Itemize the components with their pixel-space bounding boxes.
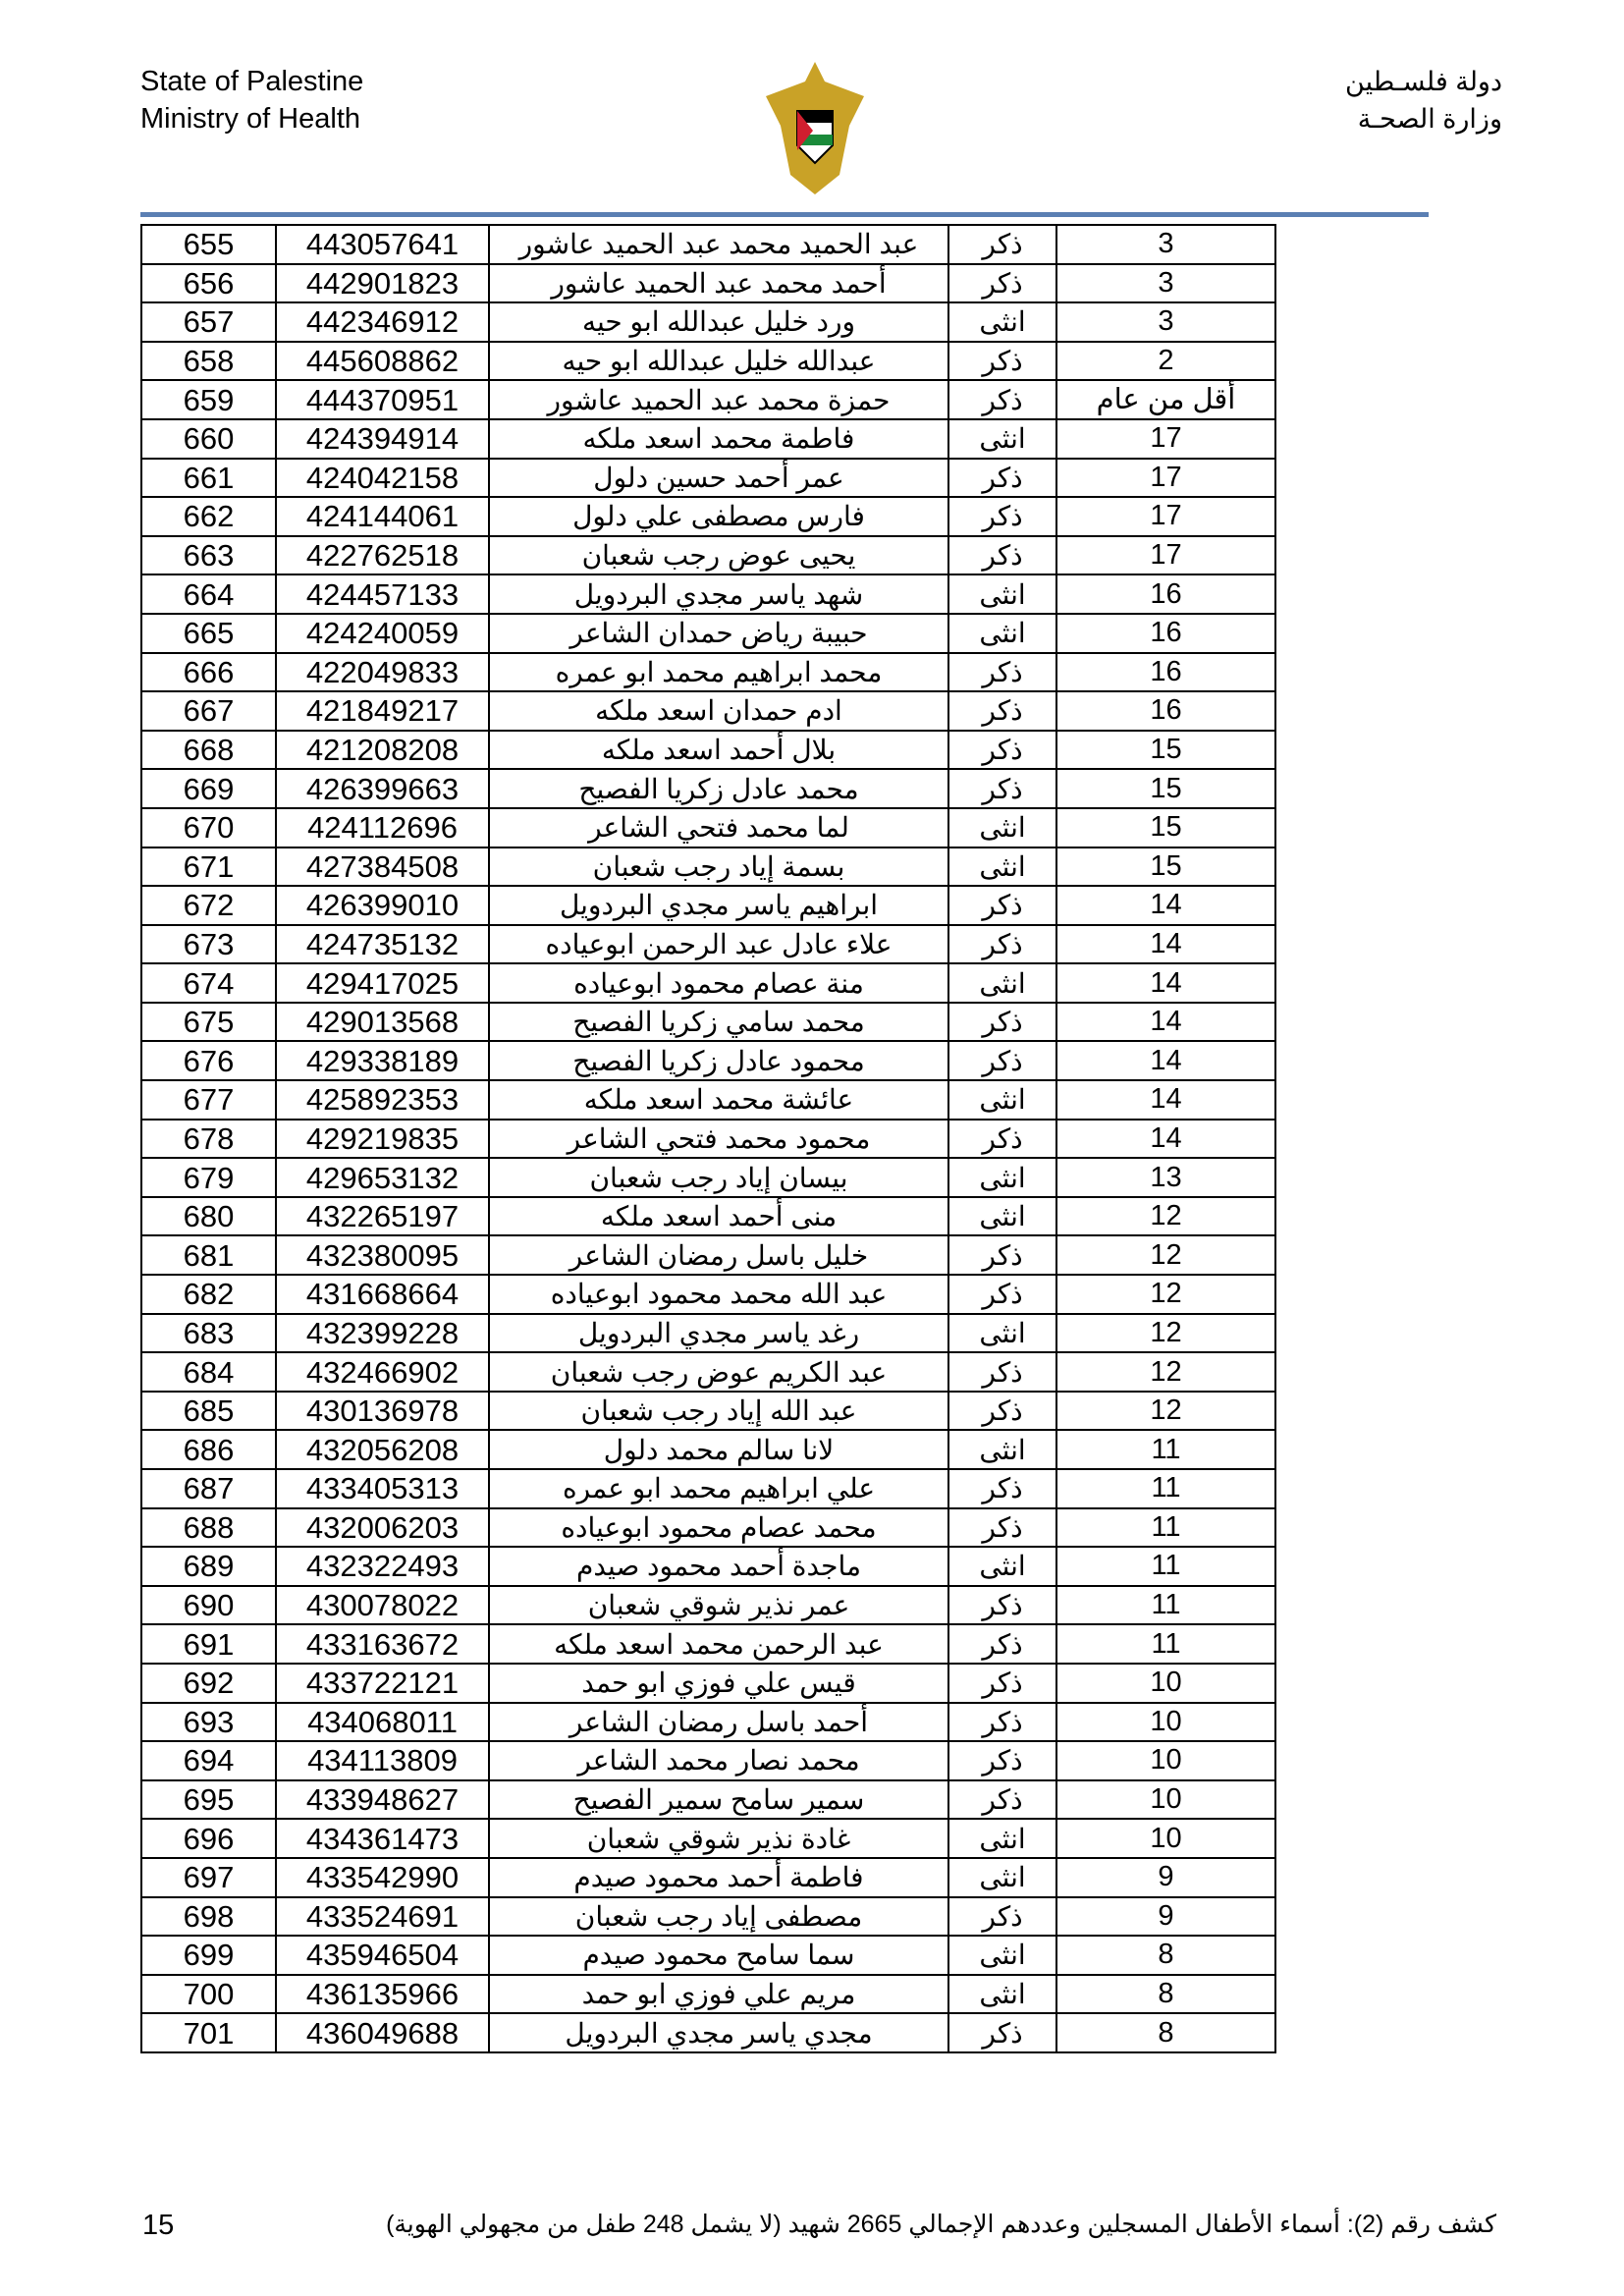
- name-cell: لما محمد فتحي الشاعر: [489, 808, 948, 847]
- name-cell: ورد خليل عبدالله ابو حيه: [489, 302, 948, 342]
- name-cell: لانا سالم محمد دلول: [489, 1430, 948, 1469]
- id-number-cell: 429653132: [276, 1158, 489, 1197]
- name-cell: منة عصام محمود ابوعياده: [489, 963, 948, 1003]
- id-number-cell: 422762518: [276, 536, 489, 575]
- age-cell: 11: [1056, 1586, 1275, 1625]
- id-number-cell: 424240059: [276, 614, 489, 653]
- name-cell: عبدالله خليل عبدالله ابو حيه: [489, 342, 948, 381]
- table-row: [141, 1469, 1275, 1508]
- name-cell: عبد الكريم عوض رجب شعبان: [489, 1352, 948, 1392]
- table-row: [141, 1003, 1275, 1042]
- gender-cell: انثى: [948, 1430, 1056, 1469]
- name-cell: فاطمة أحمد محمود صيدم: [489, 1858, 948, 1897]
- serial-cell: 691: [141, 1624, 276, 1664]
- id-number-cell: 430078022: [276, 1586, 489, 1625]
- gender-cell: ذكر: [948, 497, 1056, 536]
- id-number-cell: 421208208: [276, 731, 489, 770]
- age-cell: 12: [1056, 1197, 1275, 1236]
- age-cell: 11: [1056, 1547, 1275, 1586]
- table-row: [141, 614, 1275, 653]
- table-row: [141, 1780, 1275, 1820]
- table-row: [141, 1664, 1275, 1703]
- gender-cell: ذكر: [948, 1275, 1056, 1314]
- id-number-cell: 424144061: [276, 497, 489, 536]
- serial-cell: 675: [141, 1003, 276, 1042]
- gender-cell: ذكر: [948, 459, 1056, 498]
- age-cell: 15: [1056, 808, 1275, 847]
- ministry-name-ar: وزارة الصحـة: [1357, 104, 1502, 134]
- name-cell: قيس علي فوزي ابو حمد: [489, 1664, 948, 1703]
- age-cell: 3: [1056, 264, 1275, 303]
- gender-cell: ذكر: [948, 1003, 1056, 1042]
- name-cell: فارس مصطفى علي دلول: [489, 497, 948, 536]
- table-row: [141, 1080, 1275, 1120]
- table-row: [141, 1624, 1275, 1664]
- gender-cell: انثى: [948, 1819, 1056, 1858]
- table-row: [141, 1547, 1275, 1586]
- table-row: [141, 1314, 1275, 1353]
- table-row: [141, 380, 1275, 419]
- age-cell: 10: [1056, 1664, 1275, 1703]
- gender-cell: انثى: [948, 1547, 1056, 1586]
- id-number-cell: 435946504: [276, 1936, 489, 1975]
- age-cell: 15: [1056, 847, 1275, 887]
- gender-cell: ذكر: [948, 536, 1056, 575]
- serial-cell: 696: [141, 1819, 276, 1858]
- serial-cell: 681: [141, 1235, 276, 1275]
- name-cell: عبد الله إياد رجب شعبان: [489, 1392, 948, 1431]
- id-number-cell: 421849217: [276, 691, 489, 731]
- gender-cell: ذكر: [948, 691, 1056, 731]
- serial-cell: 663: [141, 536, 276, 575]
- age-cell: 11: [1056, 1469, 1275, 1508]
- name-cell: محمد عصام محمود ابوعياده: [489, 1508, 948, 1548]
- age-cell: 16: [1056, 614, 1275, 653]
- table-row: [141, 497, 1275, 536]
- age-cell: 14: [1056, 1120, 1275, 1159]
- name-cell: عبد الله محمد محمود ابوعياده: [489, 1275, 948, 1314]
- serial-cell: 656: [141, 264, 276, 303]
- serial-cell: 680: [141, 1197, 276, 1236]
- id-number-cell: 424735132: [276, 925, 489, 964]
- gender-cell: انثى: [948, 574, 1056, 614]
- name-cell: حبيبة رياض حمدان الشاعر: [489, 614, 948, 653]
- id-number-cell: 433542990: [276, 1858, 489, 1897]
- serial-cell: 683: [141, 1314, 276, 1353]
- id-number-cell: 445608862: [276, 342, 489, 381]
- serial-cell: 671: [141, 847, 276, 887]
- name-cell: بسمة إياد رجب شعبان: [489, 847, 948, 887]
- age-cell: 3: [1056, 302, 1275, 342]
- gender-cell: ذكر: [948, 2013, 1056, 2052]
- name-cell: عبد الحميد محمد عبد الحميد عاشور: [489, 225, 948, 264]
- gender-cell: ذكر: [948, 225, 1056, 264]
- gender-cell: ذكر: [948, 925, 1056, 964]
- age-cell: 9: [1056, 1858, 1275, 1897]
- id-number-cell: 425892353: [276, 1080, 489, 1120]
- age-cell: 16: [1056, 691, 1275, 731]
- serial-cell: 697: [141, 1858, 276, 1897]
- serial-cell: 701: [141, 2013, 276, 2052]
- table-row: [141, 963, 1275, 1003]
- table-row: [141, 419, 1275, 459]
- serial-cell: 679: [141, 1158, 276, 1197]
- age-cell: 12: [1056, 1235, 1275, 1275]
- serial-cell: 670: [141, 808, 276, 847]
- table-row: [141, 1897, 1275, 1937]
- id-number-cell: 432056208: [276, 1430, 489, 1469]
- age-cell: 14: [1056, 1080, 1275, 1120]
- name-cell: علي ابراهيم محمد ابو عمره: [489, 1469, 948, 1508]
- serial-cell: 688: [141, 1508, 276, 1548]
- name-cell: غادة نذير شوقي شعبان: [489, 1819, 948, 1858]
- serial-cell: 662: [141, 497, 276, 536]
- serial-cell: 658: [141, 342, 276, 381]
- country-name-ar: دولة فلسـطين: [1345, 67, 1502, 96]
- name-cell: حمزة محمد عبد الحميد عاشور: [489, 380, 948, 419]
- table-row: [141, 1197, 1275, 1236]
- id-number-cell: 426399663: [276, 769, 489, 808]
- serial-cell: 685: [141, 1392, 276, 1431]
- header-left: [140, 63, 363, 137]
- serial-cell: 673: [141, 925, 276, 964]
- table-row: [141, 264, 1275, 303]
- age-cell: 3: [1056, 225, 1275, 264]
- name-cell: محمد نصار محمد الشاعر: [489, 1741, 948, 1780]
- table-row: [141, 1235, 1275, 1275]
- gender-cell: انثى: [948, 1314, 1056, 1353]
- table-row: [141, 1158, 1275, 1197]
- age-cell: 8: [1056, 1975, 1275, 2014]
- gender-cell: انثى: [948, 808, 1056, 847]
- id-number-cell: 429013568: [276, 1003, 489, 1042]
- name-cell: مجدي ياسر مجدي البردويل: [489, 2013, 948, 2052]
- serial-cell: 676: [141, 1041, 276, 1080]
- id-number-cell: 442901823: [276, 264, 489, 303]
- serial-cell: 674: [141, 963, 276, 1003]
- age-cell: 12: [1056, 1352, 1275, 1392]
- age-cell: 17: [1056, 497, 1275, 536]
- name-cell: ابراهيم ياسر مجدي البردويل: [489, 886, 948, 925]
- age-cell: 10: [1056, 1741, 1275, 1780]
- age-cell: 12: [1056, 1314, 1275, 1353]
- age-cell: 10: [1056, 1703, 1275, 1742]
- table-row: [141, 1430, 1275, 1469]
- age-cell: 11: [1056, 1430, 1275, 1469]
- id-number-cell: 424457133: [276, 574, 489, 614]
- gender-cell: ذكر: [948, 264, 1056, 303]
- age-cell: 10: [1056, 1780, 1275, 1820]
- table-row: [141, 691, 1275, 731]
- victims-table: [140, 224, 1276, 2053]
- age-cell: 12: [1056, 1275, 1275, 1314]
- id-number-cell: 429338189: [276, 1041, 489, 1080]
- gender-cell: ذكر: [948, 380, 1056, 419]
- serial-cell: 678: [141, 1120, 276, 1159]
- serial-cell: 692: [141, 1664, 276, 1703]
- gender-cell: ذكر: [948, 342, 1056, 381]
- age-cell: 14: [1056, 925, 1275, 964]
- gender-cell: انثى: [948, 963, 1056, 1003]
- serial-cell: 700: [141, 1975, 276, 2014]
- id-number-cell: 436049688: [276, 2013, 489, 2052]
- name-cell: أحمد محمد عبد الحميد عاشور: [489, 264, 948, 303]
- age-cell: 11: [1056, 1508, 1275, 1548]
- id-number-cell: 429417025: [276, 963, 489, 1003]
- gender-cell: ذكر: [948, 731, 1056, 770]
- age-cell: 12: [1056, 1392, 1275, 1431]
- name-cell: أحمد باسل رمضان الشاعر: [489, 1703, 948, 1742]
- id-number-cell: 443057641: [276, 225, 489, 264]
- id-number-cell: 432466902: [276, 1352, 489, 1392]
- serial-cell: 660: [141, 419, 276, 459]
- table-row: [141, 1120, 1275, 1159]
- age-cell: 13: [1056, 1158, 1275, 1197]
- gender-cell: انثى: [948, 1158, 1056, 1197]
- id-number-cell: 433524691: [276, 1897, 489, 1937]
- gender-cell: ذكر: [948, 1741, 1056, 1780]
- name-cell: محمد عادل زكريا الفصيح: [489, 769, 948, 808]
- id-number-cell: 424112696: [276, 808, 489, 847]
- table-row: [141, 225, 1275, 264]
- name-cell: فاطمة محمد اسعد ملكه: [489, 419, 948, 459]
- id-number-cell: 436135966: [276, 1975, 489, 2014]
- gender-cell: ذكر: [948, 1469, 1056, 1508]
- eagle-emblem-icon: [756, 57, 874, 204]
- serial-cell: 693: [141, 1703, 276, 1742]
- serial-cell: 699: [141, 1936, 276, 1975]
- table-row: [141, 459, 1275, 498]
- id-number-cell: 432322493: [276, 1547, 489, 1586]
- age-cell: 17: [1056, 536, 1275, 575]
- name-cell: محمود عادل زكريا الفصيح: [489, 1041, 948, 1080]
- id-number-cell: 432399228: [276, 1314, 489, 1353]
- gender-cell: انثى: [948, 1936, 1056, 1975]
- table-row: [141, 1392, 1275, 1431]
- gender-cell: ذكر: [948, 886, 1056, 925]
- name-cell: عمر أحمد حسين دلول: [489, 459, 948, 498]
- age-cell: 14: [1056, 1041, 1275, 1080]
- serial-cell: 690: [141, 1586, 276, 1625]
- name-cell: علاء عادل عبد الرحمن ابوعياده: [489, 925, 948, 964]
- serial-cell: 664: [141, 574, 276, 614]
- serial-cell: 655: [141, 225, 276, 264]
- gender-cell: انثى: [948, 847, 1056, 887]
- gender-cell: ذكر: [948, 1508, 1056, 1548]
- id-number-cell: 444370951: [276, 380, 489, 419]
- gender-cell: انثى: [948, 1080, 1056, 1120]
- age-cell: 11: [1056, 1624, 1275, 1664]
- name-cell: منى أحمد اسعد ملكه: [489, 1197, 948, 1236]
- age-cell: 15: [1056, 731, 1275, 770]
- serial-cell: 668: [141, 731, 276, 770]
- id-number-cell: 442346912: [276, 302, 489, 342]
- serial-cell: 686: [141, 1430, 276, 1469]
- serial-cell: 672: [141, 886, 276, 925]
- id-number-cell: 430136978: [276, 1392, 489, 1431]
- table-row: [141, 847, 1275, 887]
- age-cell: أقل من عام: [1056, 380, 1275, 419]
- serial-cell: 657: [141, 302, 276, 342]
- serial-cell: 669: [141, 769, 276, 808]
- name-cell: عبد الرحمن محمد اسعد ملكه: [489, 1624, 948, 1664]
- name-cell: عائشة محمد اسعد ملكه: [489, 1080, 948, 1120]
- table-row: [141, 1819, 1275, 1858]
- id-number-cell: 422049833: [276, 653, 489, 692]
- name-cell: ماجدة أحمد محمود صيدم: [489, 1547, 948, 1586]
- header-rule: [140, 212, 1429, 217]
- table-row: [141, 536, 1275, 575]
- table-row: [141, 808, 1275, 847]
- gender-cell: ذكر: [948, 1392, 1056, 1431]
- age-cell: 17: [1056, 419, 1275, 459]
- age-cell: 17: [1056, 459, 1275, 498]
- table-row: [141, 302, 1275, 342]
- serial-cell: 665: [141, 614, 276, 653]
- id-number-cell: 427384508: [276, 847, 489, 887]
- table-row: [141, 1703, 1275, 1742]
- name-cell: ادم حمدان اسعد ملكه: [489, 691, 948, 731]
- gender-cell: ذكر: [948, 653, 1056, 692]
- table-row: [141, 1858, 1275, 1897]
- serial-cell: 677: [141, 1080, 276, 1120]
- table-row: [141, 574, 1275, 614]
- header-right: [1345, 63, 1502, 137]
- table-caption: كشف رقم (2): أسماء الأطفال المسجلين وعددهم الإجمالي 2665 شهيد (لا يشمل 248 طفل من مجهولي الهوية): [386, 2211, 1496, 2238]
- name-cell: محمود محمد فتحي الشاعر: [489, 1120, 948, 1159]
- name-cell: محمد ابراهيم محمد ابو عمره: [489, 653, 948, 692]
- id-number-cell: 434361473: [276, 1819, 489, 1858]
- ministry-name-en: Ministry of Health: [140, 103, 361, 135]
- id-number-cell: 426399010: [276, 886, 489, 925]
- table-row: [141, 653, 1275, 692]
- gender-cell: انثى: [948, 614, 1056, 653]
- id-number-cell: 434113809: [276, 1741, 489, 1780]
- gender-cell: ذكر: [948, 1586, 1056, 1625]
- serial-cell: 682: [141, 1275, 276, 1314]
- gender-cell: ذكر: [948, 1897, 1056, 1937]
- table-row: [141, 1975, 1275, 2014]
- age-cell: 8: [1056, 1936, 1275, 1975]
- gender-cell: ذكر: [948, 1703, 1056, 1742]
- name-cell: شهد ياسر مجدي البردويل: [489, 574, 948, 614]
- age-cell: 10: [1056, 1819, 1275, 1858]
- name-cell: مصطفى إياد رجب شعبان: [489, 1897, 948, 1937]
- age-cell: 14: [1056, 886, 1275, 925]
- age-cell: 16: [1056, 653, 1275, 692]
- gender-cell: انثى: [948, 1858, 1056, 1897]
- name-cell: مريم علي فوزي ابو حمد: [489, 1975, 948, 2014]
- id-number-cell: 433405313: [276, 1469, 489, 1508]
- gender-cell: انثى: [948, 1197, 1056, 1236]
- gender-cell: ذكر: [948, 1624, 1056, 1664]
- table-row: [141, 925, 1275, 964]
- id-number-cell: 432006203: [276, 1508, 489, 1548]
- id-number-cell: 424394914: [276, 419, 489, 459]
- gender-cell: ذكر: [948, 1041, 1056, 1080]
- name-cell: بلال أحمد اسعد ملكه: [489, 731, 948, 770]
- table-row: [141, 342, 1275, 381]
- country-name-en: State of Palestine: [140, 66, 364, 97]
- name-cell: سمير سامح سمير الفصيح: [489, 1780, 948, 1820]
- id-number-cell: 432380095: [276, 1235, 489, 1275]
- id-number-cell: 433722121: [276, 1664, 489, 1703]
- id-number-cell: 429219835: [276, 1120, 489, 1159]
- table-row: [141, 1741, 1275, 1780]
- name-cell: محمد سامي زكريا الفصيح: [489, 1003, 948, 1042]
- gender-cell: ذكر: [948, 1780, 1056, 1820]
- name-cell: سما سامح محمود صيدم: [489, 1936, 948, 1975]
- serial-cell: 667: [141, 691, 276, 731]
- id-number-cell: 433163672: [276, 1624, 489, 1664]
- age-cell: 2: [1056, 342, 1275, 381]
- age-cell: 8: [1056, 2013, 1275, 2052]
- name-cell: عمر نذير شوقي شعبان: [489, 1586, 948, 1625]
- name-cell: رغد ياسر مجدي البردويل: [489, 1314, 948, 1353]
- table-row: [141, 1275, 1275, 1314]
- id-number-cell: 434068011: [276, 1703, 489, 1742]
- serial-cell: 659: [141, 380, 276, 419]
- age-cell: 14: [1056, 963, 1275, 1003]
- id-number-cell: 433948627: [276, 1780, 489, 1820]
- table-row: [141, 731, 1275, 770]
- table-row: [141, 1041, 1275, 1080]
- age-cell: 14: [1056, 1003, 1275, 1042]
- age-cell: 16: [1056, 574, 1275, 614]
- gender-cell: ذكر: [948, 1235, 1056, 1275]
- table-row: [141, 1508, 1275, 1548]
- id-number-cell: 424042158: [276, 459, 489, 498]
- serial-cell: 666: [141, 653, 276, 692]
- table-row: [141, 2013, 1275, 2052]
- serial-cell: 695: [141, 1780, 276, 1820]
- page-number: 15: [142, 2210, 175, 2241]
- id-number-cell: 432265197: [276, 1197, 489, 1236]
- gender-cell: ذكر: [948, 769, 1056, 808]
- table-row: [141, 769, 1275, 808]
- id-number-cell: 431668664: [276, 1275, 489, 1314]
- gender-cell: انثى: [948, 1975, 1056, 2014]
- gender-cell: انثى: [948, 302, 1056, 342]
- gender-cell: ذكر: [948, 1120, 1056, 1159]
- table-row: [141, 886, 1275, 925]
- gender-cell: ذكر: [948, 1664, 1056, 1703]
- name-cell: بيسان إياد رجب شعبان: [489, 1158, 948, 1197]
- serial-cell: 661: [141, 459, 276, 498]
- age-cell: 15: [1056, 769, 1275, 808]
- serial-cell: 698: [141, 1897, 276, 1937]
- age-cell: 9: [1056, 1897, 1275, 1937]
- gender-cell: ذكر: [948, 1352, 1056, 1392]
- table-row: [141, 1352, 1275, 1392]
- serial-cell: 684: [141, 1352, 276, 1392]
- serial-cell: 687: [141, 1469, 276, 1508]
- serial-cell: 694: [141, 1741, 276, 1780]
- gender-cell: انثى: [948, 419, 1056, 459]
- serial-cell: 689: [141, 1547, 276, 1586]
- name-cell: خليل باسل رمضان الشاعر: [489, 1235, 948, 1275]
- table-row: [141, 1936, 1275, 1975]
- table-row: [141, 1586, 1275, 1625]
- name-cell: يحيى عوض رجب شعبان: [489, 536, 948, 575]
